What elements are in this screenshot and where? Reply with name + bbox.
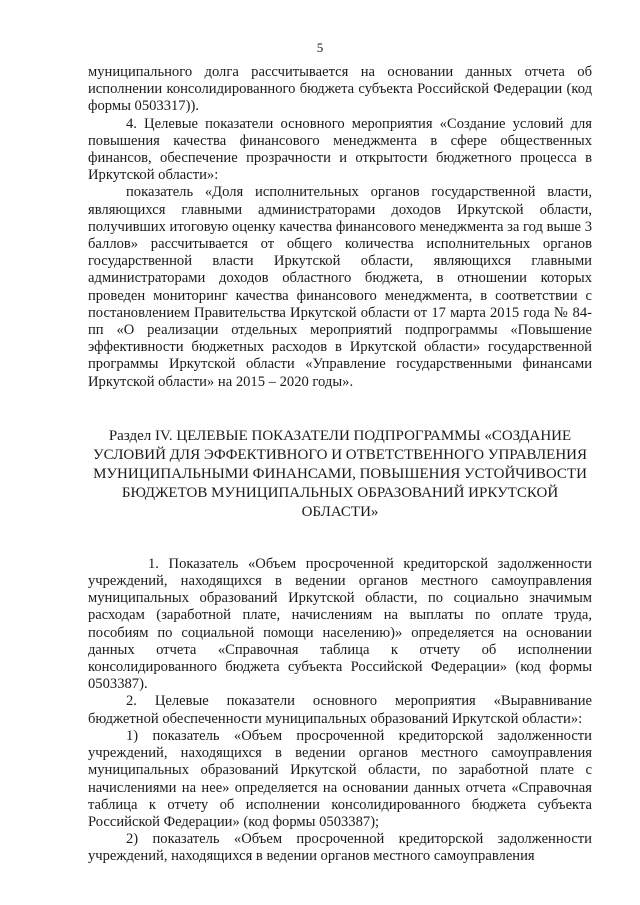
paragraph-indicator-share: показатель «Доля исполнительных органов государственной власти, являющихся главными администраторами доходов Иркутской области, получивших итоговую оценку качества финансового менеджмента за год выше 3 баллов» рассчитывается от общего количества исполнительных органов государственной власти Иркутской области, являющихся главными администраторами доходов областного бюджета, в отношении которых проведен мониторинг качества финансового менеджмента, в соответствии с постановлением Правительства Иркутской области от 17 марта 2015 года № 84-пп «О реализации отдельных мероприятий подпрограммы «Повышение эффективности бюджетных расходов в Иркутской области» государственной программы Иркутской области «Управление государственными финансами Иркутской области» на 2015 – 2020 годы». [88,184,592,390]
document-body [88,64,592,866]
section-title: Раздел IV. ЦЕЛЕВЫЕ ПОКАЗАТЕЛИ ПОДПРОГРАММЫ «СОЗДАНИЕ УСЛОВИЙ ДЛЯ ЭФФЕКТИВНОГО И ОТВЕТСТВЕННОГО УПРАВЛЕНИЯ МУНИЦИПАЛЬНЫМИ ФИНАНСАМИ, ПОВЫШЕНИЯ УСТОЙЧИВОСТИ БЮДЖЕТОВ МУНИЦИПАЛЬНЫХ ОБРАЗОВАНИЙ ИРКУТСКОЙ ОБЛАСТИ» [93,427,587,520]
paragraph-item-2: 2. Целевые показатели основного мероприятия «Выравнивание бюджетной обеспеченности муниципальных образований Иркутской области»: [88,693,592,727]
paragraph-item-4: 4. Целевые показатели основного мероприятия «Создание условий для повышения качества финансового менеджмента в сфере общественных финансов, обеспечение прозрачности и открытости бюджетного процесса в Иркутской области»: [88,115,592,184]
page-number: 5 [316,40,324,55]
paragraph-subitem-2: 2) показатель «Объем просроченной кредиторской задолженности учреждений, находящихся в ведении органов местного самоуправления [88,831,592,865]
paragraph-indicator-1: 1. Показатель «Объем просроченной кредиторской задолженности учреждений, находящихся в ведении органов местного самоуправления муниципальных образований Иркутской области, по социально значимым расходам (заработной плате, начислениям на выплаты по оплате труда, пособиям по социальной помощи населению)» определяется на основании данных отчета «Справочная таблица к отчету об исполнении консолидированного бюджета субъекта Российской Федерации» (код формы 0503387). [88,555,592,693]
paragraph-debt-continuation: муниципального долга рассчитывается на основании данных отчета об исполнении консолидированного бюджета субъекта Российской Федерации (код формы 0503317)). [88,64,592,115]
paragraph-subitem-1: 1) показатель «Объем просроченной кредиторской задолженности учреждений, находящихся в ведении органов местного самоуправления муниципальных образований Иркутской области, по заработной плате с начислениями на нее» определяется на основании данных отчета «Справочная таблица к отчету об исполнении консолидированного бюджета субъекта Российской Федерации» (код формы 0503387); [88,727,592,830]
